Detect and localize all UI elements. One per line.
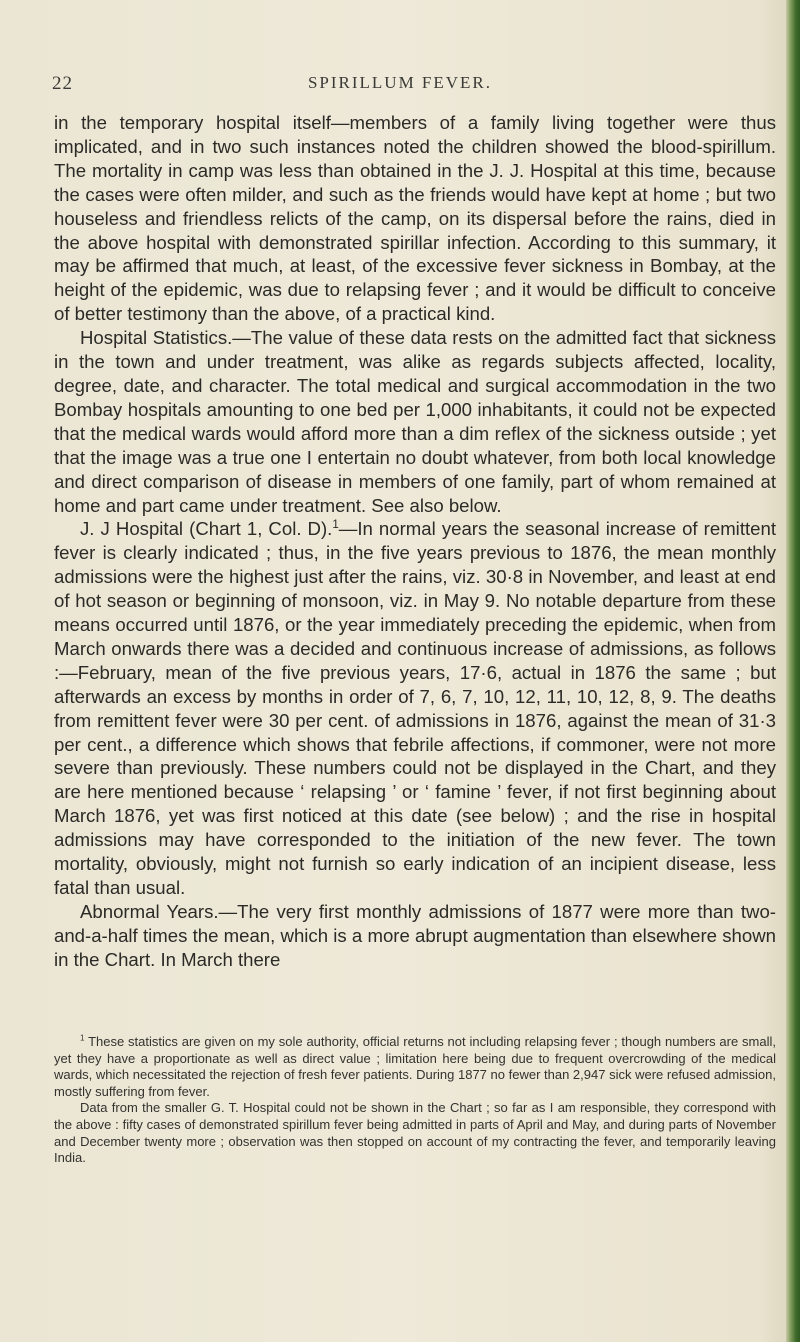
footnote-1: [54, 1034, 776, 1100]
paragraph-hospital-statistics: Hospital Statistics.—The value of these data rests on the admitted fact that sickness in the town and under treatment, was alike as regards subjects affected, locality, degree, date, and character. The total medical and surgical accommodation in the two Bombay hospitals amounting to one bed per 1,000 inhabitants, it could not be expected that the medical wards would afford more than a dim reflex of the sickness outside ; yet that the image was a true one I entertain no doubt whatever, from both local knowledge and direct comparison of disease in members of one family, part of whom remained at home and part came under treatment. See also below.: [54, 327, 776, 516]
footnote-2: Data from the smaller G. T. Hospital could not be shown in the Chart ; so far as I am responsible, they correspond with the above : fifty cases of demonstrated spirillum fever being admitted in parts of April and May, and during parts of November and December twenty more ; observation was then stopped on account of my contracting the fever, and temporarily leaving India.: [54, 1100, 776, 1166]
footnote-mark-1: 1: [80, 1033, 85, 1043]
page-number: 22: [52, 73, 73, 94]
jj-hospital-heading: J. J Hospital (Chart 1, Col. D).: [80, 518, 333, 540]
footnote-1-text: These statistics are given on my sole authority, official returns not including relapsing fever ; though numbers are small, yet they have a proportionate as well as direct value ; limitation here being due to frequent overcrowding of the medical wards, which necessitated the rejection of fresh fever patients. During 1877 no fewer than 2,947 sick were refused admission, mostly suffering from fever.: [54, 1034, 776, 1099]
running-head: SPIRILLUM FEVER.: [307, 73, 493, 92]
jj-hospital-text: —In normal years the seasonal increase of remittent fever is clearly indicated ; thus, in the five years previous to 1876, the mean monthly admissions were the highest just after the rains, viz. 30·8 in November, and least at end of hot season or beginning of monsoon, viz. in May 9. No notable departure from these means occurred until 1876, or the year immediately preceding the epidemic, when from March onwards there was a decided and continuous increase of admissions, as follows :—February, mean of the five previous years, 17·6, actual in 1876 the same ; but afterwards an excess by months in order of 7, 6, 7, 10, 12, 11, 10, 12, 8, 9. The deaths from remittent fever were 30 per cent. of admissions in 1876, against the mean of 31·3 per cent., a difference which shows that febrile affections, if commoner, were not more severe than previously. These numbers could not be displayed in the Chart, and they are here mentioned because ‘ relapsing ’ or ‘ famine ’ fever, if not first beginning about March 1876, yet was first noticed at this date (see below) ; and the rise in hospital admissions may have corresponded to the initiation of the new fever. The town mortality, obviously, might not furnish so early indication of an incipient disease, less fatal than usual.: [54, 518, 776, 898]
paragraph-jj-hospital: [54, 517, 776, 900]
body-text: [54, 111, 776, 972]
page-header: [0, 73, 800, 97]
paragraph-abnormal-years: Abnormal Years.—The very first monthly admissions of 1877 were more than two-and-a-half times the mean, which is a more abrupt augmentation than elsewhere shown in the Chart. In March there: [54, 900, 776, 970]
page-edge: [786, 0, 800, 1342]
paragraph-1: in the temporary hospital itself—members of a family living together were thus implicated, and in two such instances noted the children showed the blood-spirillum. The mortality in camp was less than obtained in the J. J. Hospital at this time, because the cases were often milder, and such as the friends would have kept at home ; but two houseless and friendless relicts of the camp, on its dispersal before the rains, died in the above hospital with demonstrated spirillar infection. According to this summary, it may be affirmed that much, at least, of the excessive fever sickness in Bombay, at the height of the epidemic, was due to relapsing fever ; and it would be difficult to conceive of better testimony than the above, of a practical kind.: [54, 112, 776, 325]
footnotes: [54, 1034, 776, 1167]
footnote-ref-1: 1: [332, 519, 339, 532]
